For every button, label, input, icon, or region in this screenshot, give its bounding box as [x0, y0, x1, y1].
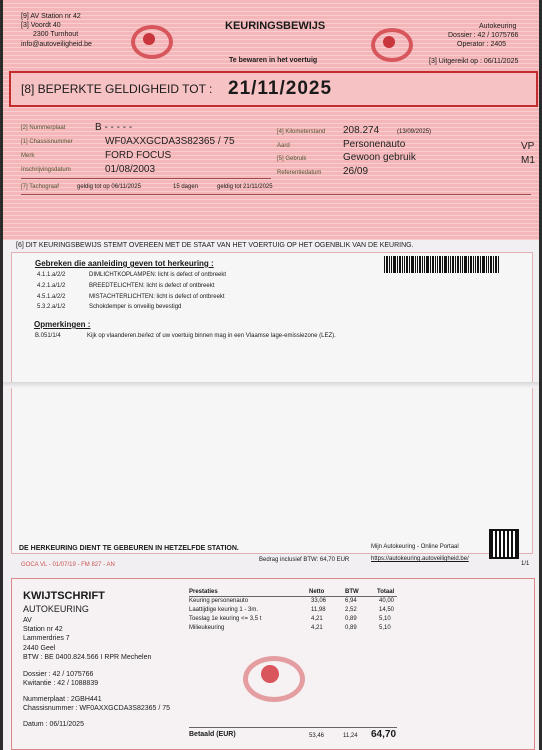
- mileage-value: 208.274: [343, 125, 380, 136]
- tachograph-days: 15 dagen: [173, 184, 199, 190]
- reference-date-label: Referentiedatum: [277, 170, 322, 176]
- use-label: [5] Gebruik: [277, 156, 307, 162]
- station-email: info@autoveiligheid.be: [21, 41, 92, 48]
- receipt-title: KWIJTSCHRIFT: [23, 590, 105, 602]
- receipt-address-line: Station nr 42: [23, 626, 63, 633]
- station-line-1: [9] AV Station nr 42: [21, 13, 81, 20]
- eye-pupil-icon: [143, 33, 155, 45]
- kind-code: VP: [521, 141, 535, 152]
- retest-notice: DE HERKEURING DIENT TE GEBEUREN IN HETZELFDE STATION.: [19, 545, 239, 552]
- limited-validity-box: [9, 71, 538, 107]
- paid-total: 64,70: [371, 729, 397, 740]
- paid-btw: 11,24: [343, 733, 358, 739]
- defect-text: DIMLICHTKOPLAMPEN: licht is defect of ontbreekt: [89, 272, 227, 278]
- col-header-btw: BTW: [345, 589, 359, 595]
- row-label: Milieukeuring: [189, 625, 225, 631]
- remark-code: B.051/1/4: [35, 333, 61, 339]
- first-registration-value: 01/08/2003: [105, 164, 156, 175]
- row-netto: 33,06: [311, 598, 327, 604]
- row-label: Keuring personenauto: [189, 598, 249, 604]
- mileage-date: (13/09/2025): [397, 129, 432, 135]
- row-netto: 4,21: [311, 625, 323, 631]
- tachograph-valid-from: geldig tot op 06/11/2025: [77, 184, 141, 190]
- plate-value: B - - - - -: [95, 122, 133, 133]
- divider: [21, 178, 271, 179]
- document-subtitle: Te bewaren in het voertuig: [229, 57, 318, 64]
- divider: [189, 596, 397, 597]
- amount-incl-vat: Bedrag inclusief BTW: 64,70 EUR: [259, 557, 350, 563]
- row-total: 5,10: [379, 616, 391, 622]
- receipt-company: AUTOKEURING: [23, 604, 89, 614]
- row-btw: 0,89: [345, 616, 357, 622]
- row-btw: 0,89: [345, 625, 357, 631]
- eye-watermark-pupil-icon: [261, 665, 279, 683]
- remarks-title: Opmerkingen :: [34, 320, 91, 329]
- plate-label: [2] Nummerplaat: [21, 125, 66, 131]
- kind-value: Personenauto: [343, 139, 406, 150]
- use-code: M1: [521, 155, 535, 166]
- reference-date-value: 26/09: [343, 166, 369, 177]
- col-header-netto: Netto: [309, 589, 325, 595]
- chassis-value: WF0AXXGCDA3S82365 / 75: [105, 136, 235, 147]
- brand-value: FORD FOCUS: [105, 150, 172, 161]
- receipt-date: Datum : 06/11/2025: [23, 721, 84, 728]
- defects-title: Gebreken die aanleiding geven tot herkeuring :: [35, 259, 214, 268]
- defect-code: 5.3.2.a/1/2: [37, 304, 66, 310]
- inspection-certificate: [3, 0, 539, 750]
- divider: [21, 194, 531, 195]
- portal-url[interactable]: https://autokeuring.autoveiligheid.be/: [371, 556, 469, 562]
- station-line-2: [3] Voordt 40: [21, 22, 61, 29]
- header-operator: Operator : 2405: [457, 41, 507, 48]
- defect-text: BREEDTELICHTEN: licht is defect of ontbreekt: [89, 283, 215, 289]
- receipt-address-line: Lammerdries 7: [23, 635, 70, 642]
- col-header-totaal: Totaal: [377, 589, 395, 595]
- paid-label: Betaald (EUR): [189, 731, 236, 738]
- row-label: Toeslag 1e keuring <= 3,5 t: [189, 616, 262, 622]
- chassis-label: [1] Chassisnummer: [21, 139, 73, 145]
- defect-code: 4.5.1.a/2/2: [37, 294, 66, 300]
- barcode: [384, 256, 500, 273]
- row-total: 5,10: [379, 625, 391, 631]
- defect-text: MISTACHTERLICHTEN: licht is defect of ontbreekt: [89, 294, 225, 300]
- header-dossier: Dossier : 42 / 1075766: [448, 32, 519, 39]
- limited-validity-label: [8] BEPERKTE GELDIGHEID TOT :: [21, 82, 213, 96]
- paid-netto: 53,46: [309, 733, 325, 739]
- receipt-address-line: AV: [23, 617, 32, 624]
- use-value: Gewoon gebruik: [343, 152, 416, 163]
- form-code: GOCA VL - 01/07/19 - FM 827 - AN: [21, 562, 115, 568]
- header-right-1: Autokeuring: [479, 23, 517, 30]
- receipt-address-line: 2440 Geel: [23, 645, 56, 652]
- document-title: KEURINGSBEWIJS: [225, 20, 326, 32]
- receipt-vat-number: BTW : BE 0400.824.566 I RPR Mechelen: [23, 654, 152, 661]
- defect-text: Schokdemper is onveilig bevestigd: [89, 304, 182, 310]
- row-btw: 2,52: [345, 607, 357, 613]
- row-total: 14,50: [379, 607, 395, 613]
- first-registration-label: Inschrijvingsdatum: [21, 167, 71, 173]
- remark-text: Kijk op vlaanderen.be/lez of uw voertuig binnen mag in een Vlaamse lage-emissiezone (LEZ).: [87, 333, 336, 339]
- row-label: Laattijdige keuring 1 - 3m.: [189, 607, 259, 613]
- limited-validity-date: 21/11/2025: [228, 78, 333, 99]
- divider: [189, 727, 397, 728]
- kind-label: Aard: [277, 143, 290, 149]
- paper-fold: [3, 382, 539, 388]
- row-btw: 6,94: [345, 598, 357, 604]
- col-header-prestaties: Prestaties: [189, 589, 218, 595]
- receipt-dossier: Dossier : 42 / 1075766: [23, 671, 94, 678]
- qr-code: [489, 529, 519, 559]
- issued-date: [3] Uitgereikt op : 06/11/2025: [429, 58, 519, 65]
- mileage-label: [4] Kilometerstand: [277, 129, 326, 135]
- conformity-statement: [6] DIT KEURINGSBEWIJS STEMT OVEREEN MET DE STAAT VAN HET VOERTUIG OP HET OGENBLIK VAN DE KEURING.: [16, 242, 414, 249]
- tachograph-valid-to: geldig tot 21/11/2025: [217, 184, 273, 190]
- page-number: 1/1: [521, 561, 530, 567]
- portal-title: Mijn Autokeuring - Online Portaal: [371, 544, 459, 550]
- row-total: 40,00: [379, 598, 395, 604]
- receipt-plate: Nummerplaat : 2GBH441: [23, 696, 102, 703]
- row-netto: 11,98: [311, 607, 326, 613]
- defect-code: 4.1.1.a/2/2: [37, 272, 66, 278]
- row-netto: 4,21: [311, 616, 323, 622]
- receipt-kwitantie: Kwitantie : 42 / 1088839: [23, 680, 99, 687]
- tachograph-label: [7] Tachograaf: [21, 184, 59, 190]
- receipt-chassis: Chassisnummer : WF0AXXGCDA3S82365 / 75: [23, 705, 171, 712]
- station-line-3: 2300 Turnhout: [33, 31, 79, 38]
- brand-label: Merk: [21, 153, 35, 159]
- eye-pupil-icon: [383, 36, 395, 48]
- defect-code: 4.2.1.a/1/2: [37, 283, 66, 289]
